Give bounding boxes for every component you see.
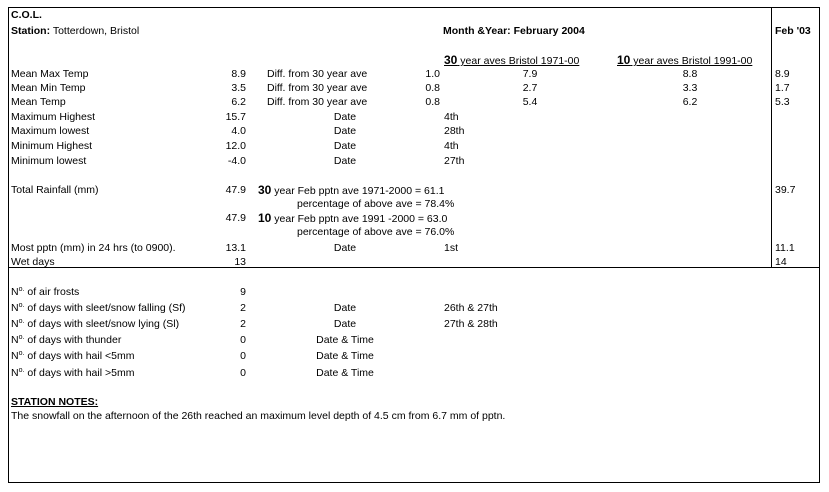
diff-value: 1.0 [425,68,440,80]
rainfall-10yr-pct: percentage of above ave = 76.0% [297,226,455,238]
prev-value: 8.9 [775,68,790,80]
row-label: Mean Temp [11,96,66,108]
rainfall-value: 47.9 [225,184,246,196]
row-label: $N^{o.}$ of days with hail <5mm [11,350,135,362]
rainfall-label: Total Rainfall (mm) [11,184,99,196]
row-value: 4.0 [231,125,246,137]
rainfall-prev: 39.7 [775,184,796,196]
row-value: 0 [240,350,246,362]
row-value: -4.0 [227,155,246,167]
aves-10-header: 10 year aves Bristol 1991-00 [617,53,753,67]
ave10-value: 8.8 [682,68,698,80]
ave30-value: 2.7 [522,82,538,94]
row-label: $N^{o.}$ of days with hail >5mm [11,367,135,379]
date-value: 4th [444,140,459,152]
date-label: Date & Time [316,367,374,379]
station-value: Totterdown, Bristol [52,25,140,37]
date-label: Date [333,302,357,314]
row-label: $N^{o.}$ of air frosts [11,286,80,298]
row-label: Maximum Highest [11,111,96,123]
month-year: Month &Year: February 2004 [443,25,585,37]
station-notes-title: STATION NOTES: [11,396,99,408]
date-label: Date [333,155,357,167]
date-label: Date [333,125,357,137]
ave30-value: 7.9 [522,68,538,80]
date-label: Date [333,111,357,123]
row-value: 8.9 [231,68,246,80]
diff-value: 0.8 [425,82,440,94]
row-label: Minimum Highest [11,140,93,152]
rainfall-10yr-line: 10 year Feb pptn ave 1991 -2000 = 63.0 [258,211,448,225]
date-value: 28th [444,125,465,137]
ave30-value: 5.4 [522,96,538,108]
row-value: 9 [240,286,246,298]
row-label: Maximum lowest [11,125,90,137]
column-divider [771,7,772,267]
date-label: Date [333,318,357,330]
row-value: 0 [240,334,246,346]
row-label: $N^{o.}$ of days with sleet/snow lying (Sl) [11,318,180,330]
rainfall-value-2: 47.9 [225,212,246,224]
row-label: Mean Max Temp [11,68,89,80]
rainfall-30yr-line: 30 year Feb pptn ave 1971-2000 = 61.1 [258,183,445,197]
diff-label: Diff. from 30 year ave [267,68,368,80]
row-value: 2 [240,302,246,314]
row-label: Wet days [11,256,55,268]
diff-label: Diff. from 30 year ave [267,82,368,94]
date-label: Date & Time [316,350,374,362]
row-value: 13 [234,256,246,268]
row-label: Minimum lowest [11,155,87,167]
date-label: Date [333,242,357,254]
diff-label: Diff. from 30 year ave [267,96,368,108]
date-label: Date & Time [316,334,374,346]
row-value: 15.7 [225,111,246,123]
rainfall-30yr-pct: percentage of above ave = 78.4% [297,198,455,210]
date-value: 27th [444,155,465,167]
ave10-value: 6.2 [682,96,698,108]
date-value: 26th & 27th [444,302,498,314]
aves-30-header: 30 year aves Bristol 1971-00 [444,53,580,67]
station-notes-text: The snowfall on the afternoon of the 26th reached an maximum level depth of 4.5 cm from 6.7 mm of pptn. [11,410,506,422]
prev-value: 5.3 [775,96,790,108]
date-value: 27th & 28th [444,318,498,330]
prev-value: 1.7 [775,82,790,94]
station [11,25,139,37]
comparison-month: Feb '03 [775,25,811,37]
row-label: Most pptn (mm) in 24 hrs (to 0900). [11,242,176,254]
org-name: C.O.L. [11,9,42,21]
row-value: 12.0 [225,140,246,152]
date-value: 4th [444,111,459,123]
ave10-value: 3.3 [682,82,698,94]
row-value: 6.2 [231,96,246,108]
row-label: $N^{o.}$ of days with sleet/snow falling (Sf) [11,302,186,314]
row-label: Mean Min Temp [11,82,86,94]
row-value: 0 [240,367,246,379]
row-label: $N^{o.}$ of days with thunder [11,334,122,346]
date-value: 1st [444,242,459,254]
prev-value: 14 [775,256,787,268]
row-value: 2 [240,318,246,330]
date-label: Date [333,140,357,152]
section-divider [8,267,820,268]
diff-value: 0.8 [425,96,440,108]
row-value: 3.5 [231,82,246,94]
prev-value: 11.1 [775,242,795,254]
row-value: 13.1 [225,242,246,254]
station-label: Station: [11,25,51,37]
